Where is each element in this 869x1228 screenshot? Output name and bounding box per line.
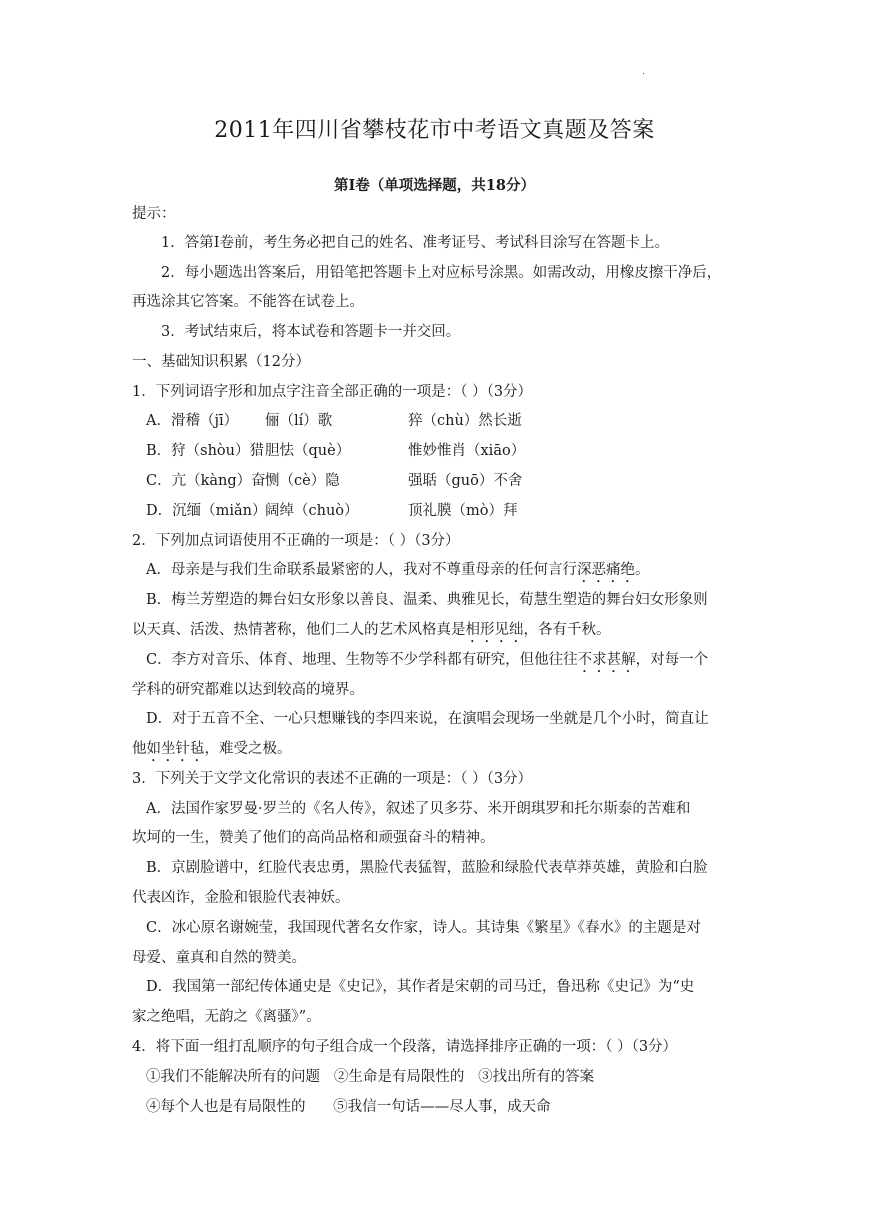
tips-label: 提示： [132, 206, 176, 222]
q2-a-text: A．母亲是与我们生命联系最紧密的人，我对不尊重母亲的任何言行 [146, 562, 577, 578]
q1-d-word-3: 顶礼膜（mò）拜 [408, 503, 518, 519]
tip-2-line-2: 再选涂其它答案。不能答在试卷上。 [132, 294, 364, 310]
q2-d-end: ，难受之极。 [204, 741, 292, 757]
q2-b-dotted-phrase: 相形见绌 [465, 622, 524, 638]
q3-option-b-line-2: 代表凶诈，金脸和银脸代表神妖。 [132, 890, 350, 906]
q2-option-b-line-1: B．梅兰芳塑造的舞台妇女形象以善良、温柔、典雅见长，荀慧生塑造的舞台妇女形象则 [146, 592, 708, 608]
q3-option-d-line-2: 家之绝唱，无韵之《离骚》”。 [132, 1009, 321, 1025]
q1-b-word-2: 胆怯（què） [265, 443, 351, 459]
q3-option-d-line-1: D．我国第一部纪传体通史是《史记》，其作者是宋朝的司马迁，鲁迅称《史记》为“史 [146, 979, 695, 995]
corner-dot: . [642, 66, 646, 77]
q2-c-text: C．李方对音乐、体育、地理、生物等不少学科都有研究，但他往往 [146, 652, 578, 668]
tip-1: 1．答第Ⅰ卷前，考生务必把自己的姓名、准考证号、考试科目涂写在答题卡上。 [161, 235, 669, 251]
q2-c-dotted-phrase: 不求甚解 [577, 652, 636, 668]
q3-option-a-line-2: 坎坷的一生，赞美了他们的高尚品格和顽强奋斗的精神。 [132, 830, 495, 846]
q1-c-word-2: 恻（cè）隐 [265, 473, 340, 489]
q2-a-dotted-phrase: 深恶痛绝 [576, 562, 635, 578]
q1-c-word-3: 强聒（guō）不舍 [408, 473, 523, 489]
q2-option-a [146, 560, 649, 586]
q3-option-a-line-1: A．法国作家罗曼·罗兰的《名人传》，叙述了贝多芬、米开朗琪罗和托尔斯泰的苦难和 [146, 801, 691, 817]
q4-stem: 4．将下面一组打乱顺序的句子组合成一个段落，请选择排序正确的一项：（ ）（3分） [132, 1039, 678, 1055]
q1-d-word-1: D．沉缅（miǎn） [146, 503, 267, 519]
q2-d-text: 他 [132, 741, 147, 757]
q3-option-b-line-1: B．京剧脸谱中，红脸代表忠勇，黑脸代表猛智，蓝脸和绿脸代表草莽英雄，黄脸和白脸 [146, 860, 708, 876]
q1-a-word-2: 俪（lí）歌 [265, 413, 333, 429]
q2-a-end: 。 [634, 562, 650, 578]
q2-d-dotted-phrase: 如坐针毡 [146, 741, 205, 757]
q4-sentences-row-1: ①我们不能解决所有的问题 ②生命是有局限性的 ③找出所有的答案 [146, 1069, 595, 1085]
q2-option-c-line-2: 学科的研究都难以达到较高的境界。 [132, 682, 364, 698]
q1-b-word-3: 惟妙惟肖（xiāo） [408, 443, 526, 459]
q1-a-word-1: A．滑稽（jī） [146, 413, 239, 429]
q2-option-c-line-1 [146, 650, 708, 676]
q2-option-d-line-2 [132, 739, 292, 765]
q1-b-word-1: B．狩（shòu）猎 [146, 443, 265, 459]
q3-stem: 3．下列关于文学文化常识的表述不正确的一项是：（ ）（3分） [132, 771, 533, 787]
q4-sentences-row-2: ④每个人也是有局限性的 ⑤我信一句话——尽人事，成天命 [146, 1099, 551, 1115]
tip-2-line-1: 2．每小题选出答案后，用铅笔把答题卡上对应标号涂黑。如需改动，用橡皮擦干净后， [161, 265, 722, 281]
q2-b-text: 以天真、活泼、热情著称，他们二人的艺术风格真是 [132, 622, 466, 638]
part-heading: 一、基础知识积累（12分） [132, 354, 310, 370]
q1-stem: 1．下列词语字形和加点字注音全部正确的一项是：（ ）（3分） [132, 384, 533, 400]
q3-option-c-line-2: 母爱、童真和自然的赞美。 [132, 950, 306, 966]
tip-3: 3．考试结束后，将本试卷和答题卡一并交回。 [161, 324, 461, 340]
q3-option-c-line-1: C．冰心原名谢婉莹，我国现代著名女作家，诗人。其诗集《繁星》《春水》的主题是对 [146, 920, 701, 936]
q2-c-end: ，对每一个 [635, 652, 709, 668]
q1-d-word-2: 阔绰（chuò） [265, 503, 359, 519]
q1-a-word-3: 猝（chù）然长逝 [408, 413, 522, 429]
q2-option-d-line-1: D．对于五音不全、一心只想赚钱的李四来说，在演唱会现场一坐就是几个小时，简直让 [146, 711, 709, 727]
q1-c-word-1: C．亢（kàng）奋 [146, 473, 266, 489]
page-title: 2011年四川省攀枝花市中考语文真题及答案 [214, 118, 655, 143]
q2-option-b-line-2 [132, 620, 611, 646]
q2-b-end: ，各有千秋。 [523, 622, 611, 638]
q2-stem: 2．下列加点词语使用不正确的一项是：（ ）（3分） [132, 533, 460, 549]
section-title: 第Ⅰ卷（单项选择题，共18分） [334, 177, 535, 194]
